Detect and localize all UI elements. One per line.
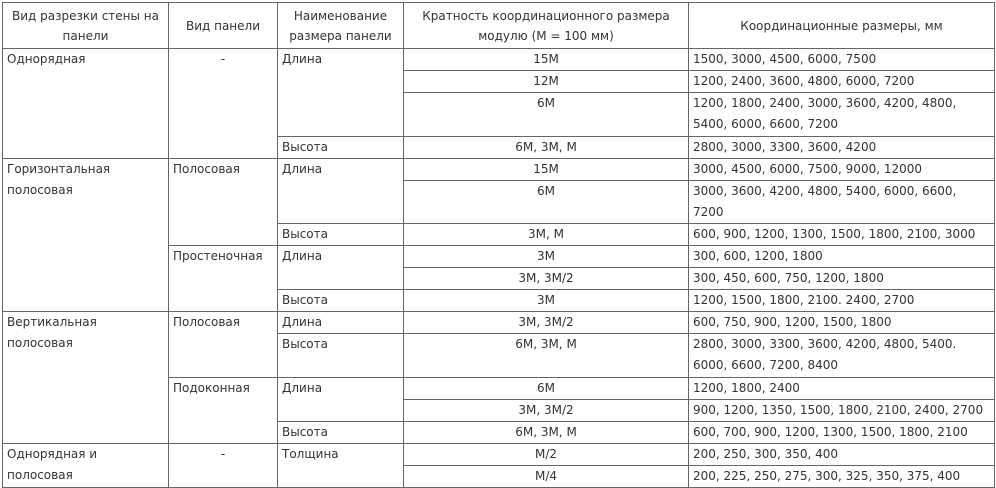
sizes-cell: 3000, 4500, 6000, 7500, 9000, 12000 [689, 159, 995, 181]
multiplicity-cell: 3М, 3М/2 [404, 312, 689, 334]
sizes-cell: 200, 250, 300, 350, 400 [689, 444, 995, 466]
cut-type-cell: Однорядная [3, 49, 169, 159]
sizes-cell: 1500, 3000, 4500, 6000, 7500 [689, 49, 995, 71]
size-name-cell: Длина [278, 49, 404, 137]
header-coordination-sizes: Координационные размеры, мм [689, 3, 995, 49]
panel-type-cell: - [169, 444, 278, 488]
size-name-cell: Длина [278, 246, 404, 290]
table-row [3, 444, 995, 466]
sizes-cell: 600, 700, 900, 1200, 1300, 1500, 1800, 2100 [689, 422, 995, 444]
panel-type-cell: Полосовая [169, 159, 278, 246]
size-name-cell: Высота [278, 422, 404, 444]
sizes-cell: 3000, 3600, 4200, 4800, 5400, 6000, 6600, 7200 [689, 181, 995, 224]
cut-type-cell: Горизонтальная полосовая [3, 159, 169, 312]
multiplicity-cell: 3М [404, 290, 689, 312]
sizes-cell: 2800, 3000, 3300, 3600, 4200 [689, 137, 995, 159]
multiplicity-cell: М/2 [404, 444, 689, 466]
panel-type-cell: Простеночная [169, 246, 278, 312]
multiplicity-cell: 6М [404, 93, 689, 137]
cut-type-cell: Вертикальная полосовая [3, 312, 169, 444]
size-name-cell: Длина [278, 312, 404, 334]
size-name-cell: Высота [278, 224, 404, 246]
multiplicity-cell: 15М [404, 49, 689, 71]
multiplicity-cell: 3М, 3М/2 [404, 400, 689, 422]
panel-type-cell: Полосовая [169, 312, 278, 378]
size-name-cell: Высота [278, 290, 404, 312]
multiplicity-cell: 12М [404, 71, 689, 93]
sizes-cell: 600, 900, 1200, 1300, 1500, 1800, 2100, 3000 [689, 224, 995, 246]
multiplicity-cell: 15М [404, 159, 689, 181]
sizes-cell: 1200, 2400, 3600, 4800, 6000, 7200 [689, 71, 995, 93]
multiplicity-cell: 6М, 3М, М [404, 137, 689, 159]
panel-type-cell: - [169, 49, 278, 159]
sizes-cell: 2800, 3000, 3300, 3600, 4200, 4800, 5400. 6000, 6600, 7200, 8400 [689, 334, 995, 378]
sizes-cell: 900, 1200, 1350, 1500, 1800, 2100, 2400, 2700 [689, 400, 995, 422]
size-name-cell: Толщина [278, 444, 404, 488]
header-cut-type: Вид разрезки стены на панели [3, 3, 169, 49]
sizes-cell: 1200, 1800, 2400, 3000, 3600, 4200, 4800, 5400, 6000, 6600, 7200 [689, 93, 995, 137]
size-name-cell: Высота [278, 137, 404, 159]
sizes-cell: 1200, 1800, 2400 [689, 378, 995, 400]
multiplicity-cell: 3М, 3М/2 [404, 268, 689, 290]
header-module-multiplicity: Кратность координационного размера модулю (М = 100 мм) [404, 3, 689, 49]
multiplicity-cell: 3М, М [404, 224, 689, 246]
table-row [3, 312, 995, 334]
size-name-cell: Длина [278, 159, 404, 224]
multiplicity-cell: М/4 [404, 466, 689, 488]
multiplicity-cell: 6М, 3М, М [404, 334, 689, 378]
multiplicity-cell: 6М, 3М, М [404, 422, 689, 444]
size-name-cell: Высота [278, 334, 404, 378]
header-row [3, 3, 995, 49]
multiplicity-cell: 3М [404, 246, 689, 268]
sizes-cell: 1200, 1500, 1800, 2100. 2400, 2700 [689, 290, 995, 312]
header-size-name: Наименование размера панели [278, 3, 404, 49]
multiplicity-cell: 6М [404, 378, 689, 400]
sizes-cell: 300, 600, 1200, 1800 [689, 246, 995, 268]
sizes-cell: 600, 750, 900, 1200, 1500, 1800 [689, 312, 995, 334]
sizes-cell: 200, 225, 250, 275, 300, 325, 350, 375, 400 [689, 466, 995, 488]
panel-type-cell: Подоконная [169, 378, 278, 444]
size-name-cell: Длина [278, 378, 404, 422]
cut-type-cell: Однорядная и полосовая [3, 444, 169, 488]
table-row [3, 159, 995, 181]
coordination-sizes-table [2, 2, 995, 488]
multiplicity-cell: 6М [404, 181, 689, 224]
table-row [3, 49, 995, 71]
header-panel-type: Вид панели [169, 3, 278, 49]
sizes-cell: 300, 450, 600, 750, 1200, 1800 [689, 268, 995, 290]
